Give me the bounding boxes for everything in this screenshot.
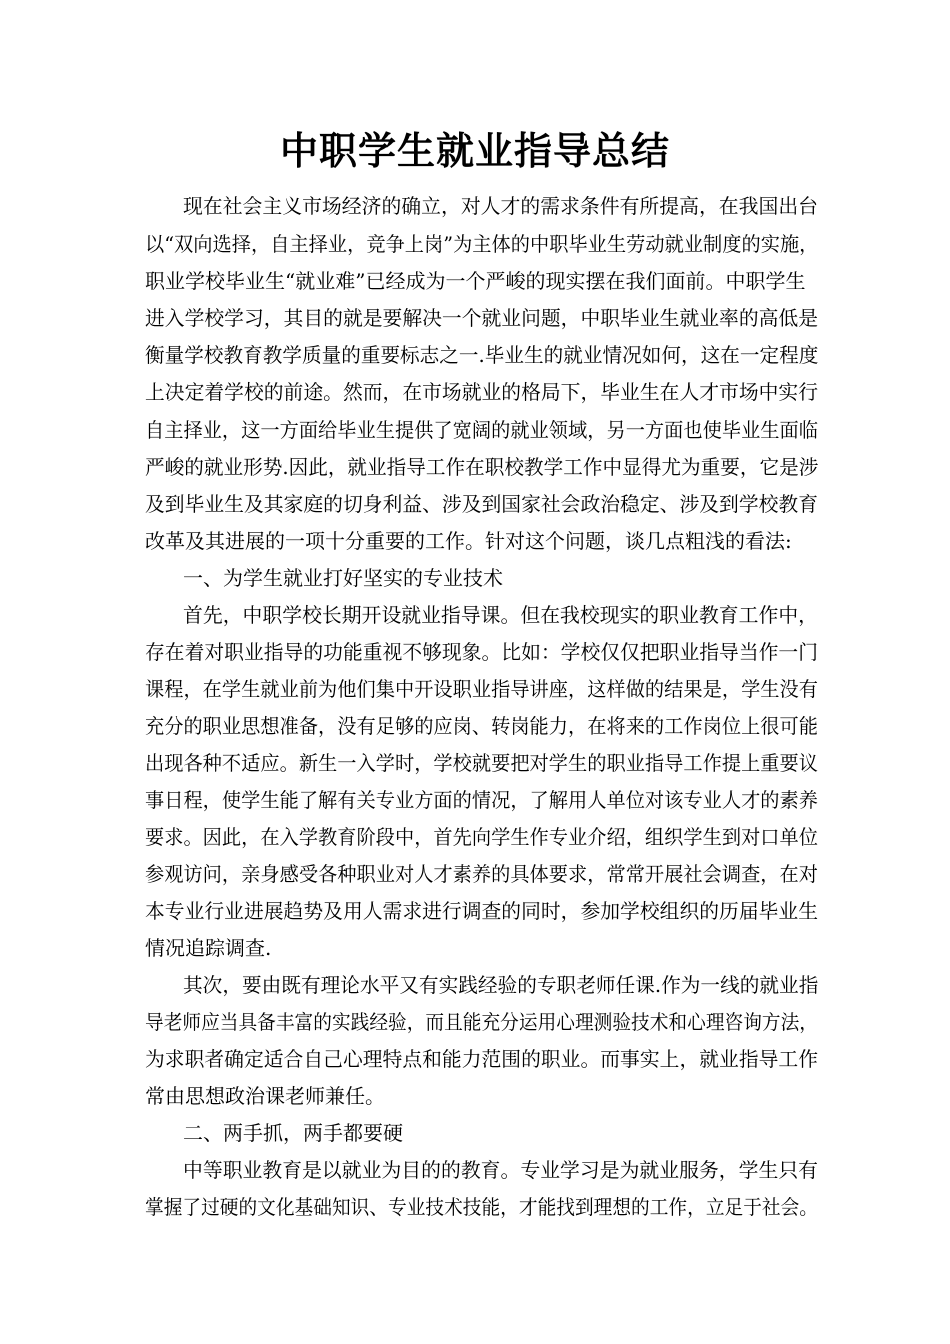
- paragraph-line: 改革及其进展的一项十分重要的工作。针对这个问题，谈几点粗浅的看法:: [145, 529, 792, 553]
- paragraph-line: 参观访问，亲身感受各种职业对人才素养的具体要求，常常开展社会调查，在对: [145, 862, 818, 886]
- paragraph-line: 情况追踪调查.: [145, 936, 272, 960]
- paragraph-line: 中等职业教育是以就业为目的的教育。专业学习是为就业服务，学生只有: [183, 1158, 819, 1182]
- paragraph-line: 要求。因此，在入学教育阶段中，首先向学生作专业介绍，组织学生到对口单位: [145, 825, 818, 849]
- paragraph-line: 进入学校学习，其目的就是要解决一个就业问题，中职毕业生就业率的高低是: [145, 306, 818, 330]
- paragraph-line: 以“双向选择，自主择业，竞争上岗”为主体的中职毕业生劳动就业制度的实施，: [145, 232, 819, 256]
- paragraph-line: 出现各种不适应。新生一入学时，学校就要把对学生的职业指导工作提上重要议: [145, 751, 818, 775]
- paragraph-line: 为求职者确定适合自己心理特点和能力范围的职业。而事实上，就业指导工作: [145, 1047, 818, 1071]
- paragraph-line: 导老师应当具备丰富的实践经验，而且能充分运用心理测验技术和心理咨询方法，: [145, 1010, 818, 1034]
- paragraph-line: 常由思想政治课老师兼任。: [145, 1084, 385, 1108]
- paragraph-line: 首先，中职学校长期开设就业指导课。但在我校现实的职业教育工作中，: [183, 603, 819, 627]
- paragraph-line: 自主择业，这一方面给毕业生提供了宽阔的就业领域，另一方面也使毕业生面临: [145, 418, 818, 442]
- paragraph-line: 课程，在学生就业前为他们集中开设职业指导讲座，这样做的结果是，学生没有: [145, 677, 818, 701]
- paragraph-line: 及到毕业生及其家庭的切身利益、涉及到国家社会政治稳定、涉及到学校教育: [145, 492, 818, 516]
- paragraph-line: 现在社会主义市场经济的确立，对人才的需求条件有所提高，在我国出台: [183, 194, 819, 218]
- paragraph-line: 事日程，使学生能了解有关专业方面的情况，了解用人单位对该专业人才的素养: [145, 788, 818, 812]
- paragraph-line: 掌握了过硬的文化基础知识、专业技术技能，才能找到理想的工作，立足于社会。: [145, 1195, 818, 1219]
- section-heading: 二、两手抓，两手都要硬: [183, 1121, 403, 1145]
- section-heading: 一、为学生就业打好坚实的专业技术: [183, 566, 503, 590]
- paragraph-line: 存在着对职业指导的功能重视不够现象。比如：学校仅仅把职业指导当作一门: [145, 640, 818, 664]
- document-title: 中职学生就业指导总结: [279, 128, 670, 173]
- paragraph-line: 本专业行业进展趋势及用人需求进行调查的同时，参加学校组织的历届毕业生: [145, 899, 818, 923]
- paragraph-line: 其次，要由既有理论水平又有实践经验的专职老师任课.作为一线的就业指: [183, 973, 819, 997]
- paragraph-line: 充分的职业思想准备，没有足够的应岗、转岗能力，在将来的工作岗位上很可能: [145, 714, 818, 738]
- paragraph-line: 上决定着学校的前途。然而，在市场就业的格局下，毕业生在人才市场中实行: [145, 380, 818, 404]
- paragraph-line: 严峻的就业形势.因此，就业指导工作在职校教学工作中显得尤为重要，它是涉: [145, 455, 819, 479]
- paragraph-line: 衡量学校教育教学质量的重要标志之一.毕业生的就业情况如何，这在一定程度: [145, 343, 819, 367]
- paragraph-line: 职业学校毕业生“就业难”已经成为一个严峻的现实摆在我们面前。中职学生: [145, 269, 806, 293]
